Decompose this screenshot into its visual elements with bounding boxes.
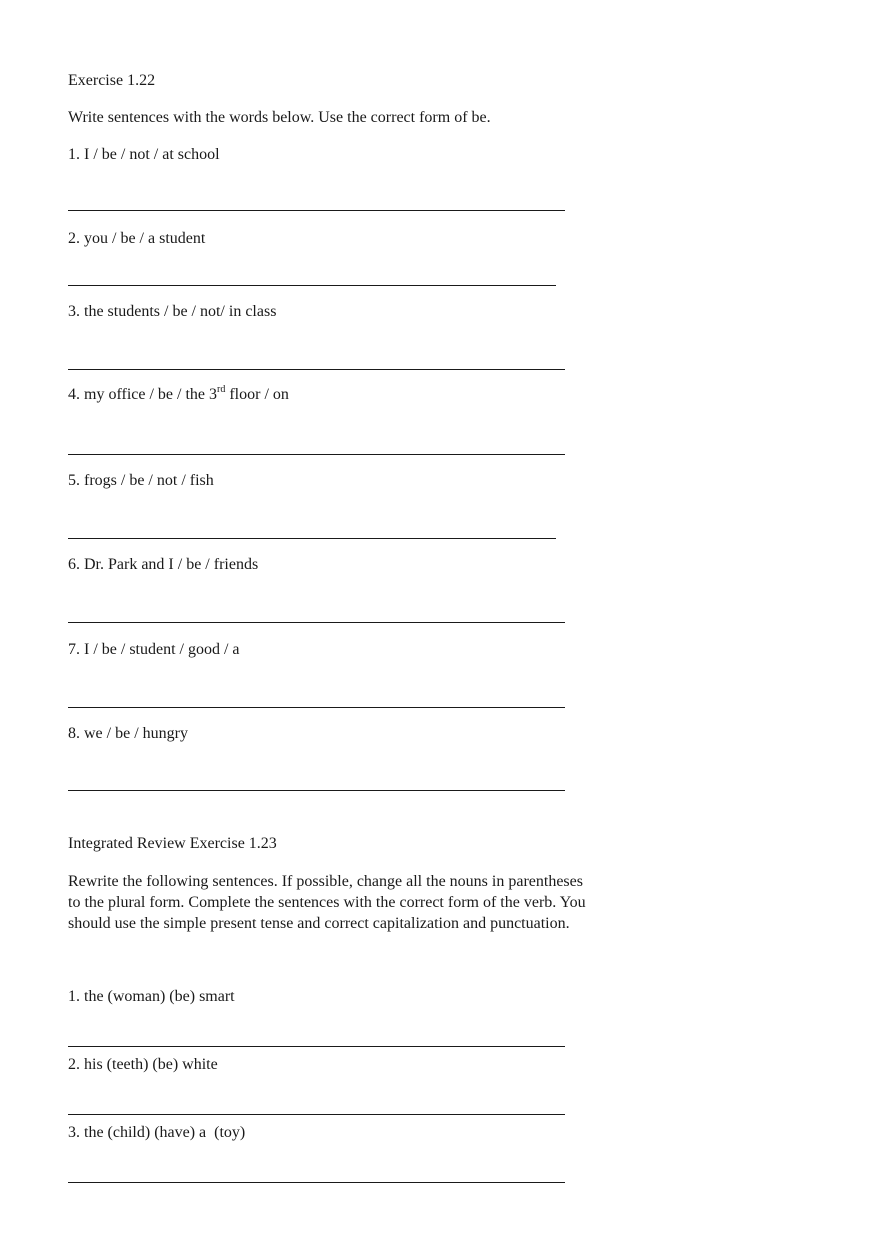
exercise-1-title: Exercise 1.22 [68, 72, 156, 89]
instructions-line: to the plural form. Complete the sentences with the correct form of the verb. You [68, 894, 586, 911]
exercise-2-title: Integrated Review Exercise 1.23 [68, 835, 277, 852]
exercise-1-item-2: 2. you / be / a student [68, 230, 206, 247]
ordinal-suffix: rd [217, 383, 226, 395]
answer-line-4[interactable] [68, 454, 565, 455]
exercise-1-item-5: 5. frogs / be / not / fish [68, 472, 214, 489]
exercise-1-item-1: 1. I / be / not / at school [68, 146, 220, 163]
exercise-1-item-6: 6. Dr. Park and I / be / friends [68, 556, 259, 573]
instructions-line: should use the simple present tense and correct capitalization and punctuation. [68, 915, 570, 932]
answer-line-5[interactable] [68, 538, 556, 539]
exercise-2-instructions [68, 871, 668, 934]
exercise-1-item-8: 8. we / be / hungry [68, 725, 188, 742]
answer-line-10[interactable] [68, 1114, 565, 1115]
exercise-1-item-3: 3. the students / be / not/ in class [68, 303, 277, 320]
answer-line-1[interactable] [68, 210, 565, 211]
exercise-1-instructions: Write sentences with the words below. Use the correct form of be. [68, 109, 491, 126]
answer-line-6[interactable] [68, 622, 565, 623]
exercise-2-item-2: 2. his (teeth) (be) white [68, 1056, 218, 1073]
answer-line-8[interactable] [68, 790, 565, 791]
answer-line-9[interactable] [68, 1046, 565, 1047]
instructions-line: Rewrite the following sentences. If possible, change all the nouns in parentheses [68, 873, 583, 890]
answer-line-3[interactable] [68, 369, 565, 370]
item-4-text-end: floor / on [225, 386, 289, 403]
item-4-text-start: 4. my office / be / the 3 [68, 386, 217, 403]
exercise-1-item-4 [68, 385, 289, 405]
exercise-2-item-1: 1. the (woman) (be) smart [68, 988, 235, 1005]
exercise-2-item-3: 3. the (child) (have) a (toy) [68, 1124, 246, 1141]
answer-line-11[interactable] [68, 1182, 565, 1183]
answer-line-7[interactable] [68, 707, 565, 708]
answer-line-2[interactable] [68, 285, 556, 286]
exercise-1-item-7: 7. I / be / student / good / a [68, 641, 240, 658]
